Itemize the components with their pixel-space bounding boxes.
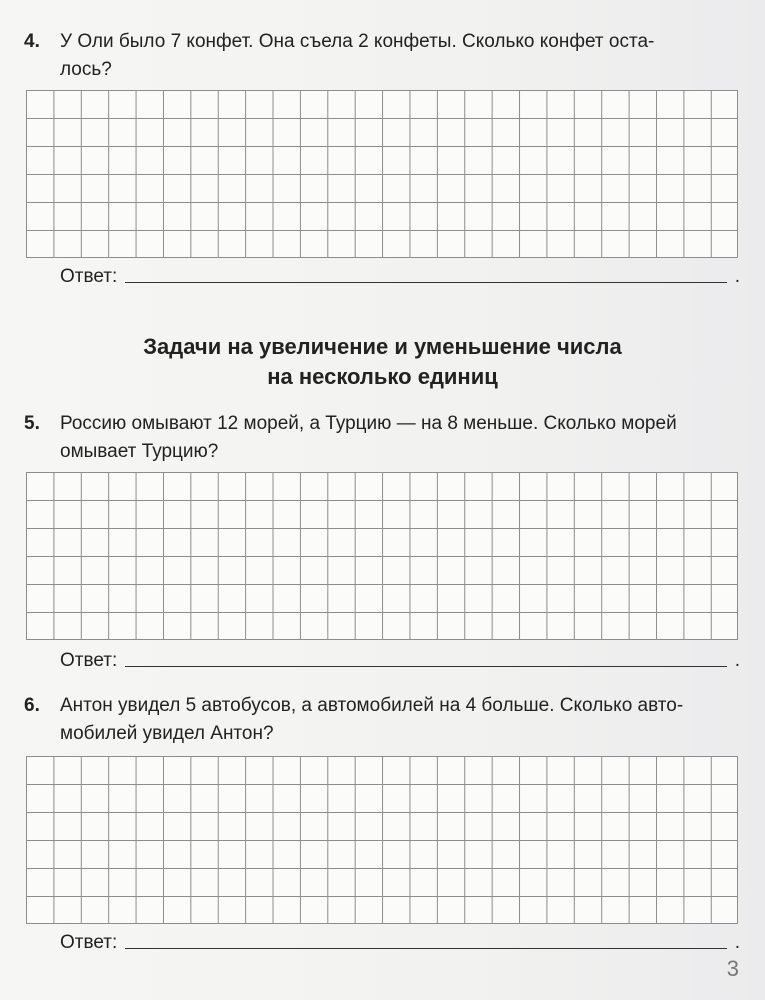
answer-line[interactable] xyxy=(125,281,726,283)
answer-label: Ответ: xyxy=(60,650,118,671)
task-number: 6. xyxy=(24,695,40,716)
answer-line[interactable] xyxy=(125,665,726,667)
task-6 xyxy=(24,692,740,748)
task-number: 5. xyxy=(24,413,40,434)
task-text-line: мобилей увидел Антон? xyxy=(60,723,274,744)
task-4 xyxy=(24,28,740,84)
task-5 xyxy=(24,410,740,466)
answer-grid[interactable] xyxy=(26,756,738,924)
task-number: 4. xyxy=(24,31,40,52)
task-text-line: лось? xyxy=(60,59,112,80)
answer-label: Ответ: xyxy=(60,932,118,953)
page-number: 3 xyxy=(726,956,739,981)
section-heading xyxy=(0,332,765,392)
answer-row xyxy=(60,932,740,954)
answer-dot: . xyxy=(734,266,740,287)
task-text-line: омывает Турцию? xyxy=(60,441,219,462)
answer-row xyxy=(60,650,740,672)
task-text-line: Россию омывают 12 морей, а Турцию — на 8 меньше. Сколько морей xyxy=(60,413,677,434)
answer-dot: . xyxy=(734,650,740,671)
section-heading-line: Задачи на увеличение и уменьшение числа xyxy=(143,334,622,359)
answer-grid[interactable] xyxy=(26,90,738,258)
answer-label: Ответ: xyxy=(60,266,118,287)
task-text-line: Антон увидел 5 автобусов, а автомобилей на 4 больше. Сколько авто- xyxy=(60,695,684,716)
answer-dot: . xyxy=(734,932,740,953)
answer-line[interactable] xyxy=(125,947,726,949)
answer-row xyxy=(60,266,740,288)
task-text-line: У Оли было 7 конфет. Она съела 2 конфеты. Сколько конфет оста- xyxy=(60,31,655,52)
answer-grid[interactable] xyxy=(26,472,738,640)
section-heading-line: на несколько единиц xyxy=(267,364,498,389)
